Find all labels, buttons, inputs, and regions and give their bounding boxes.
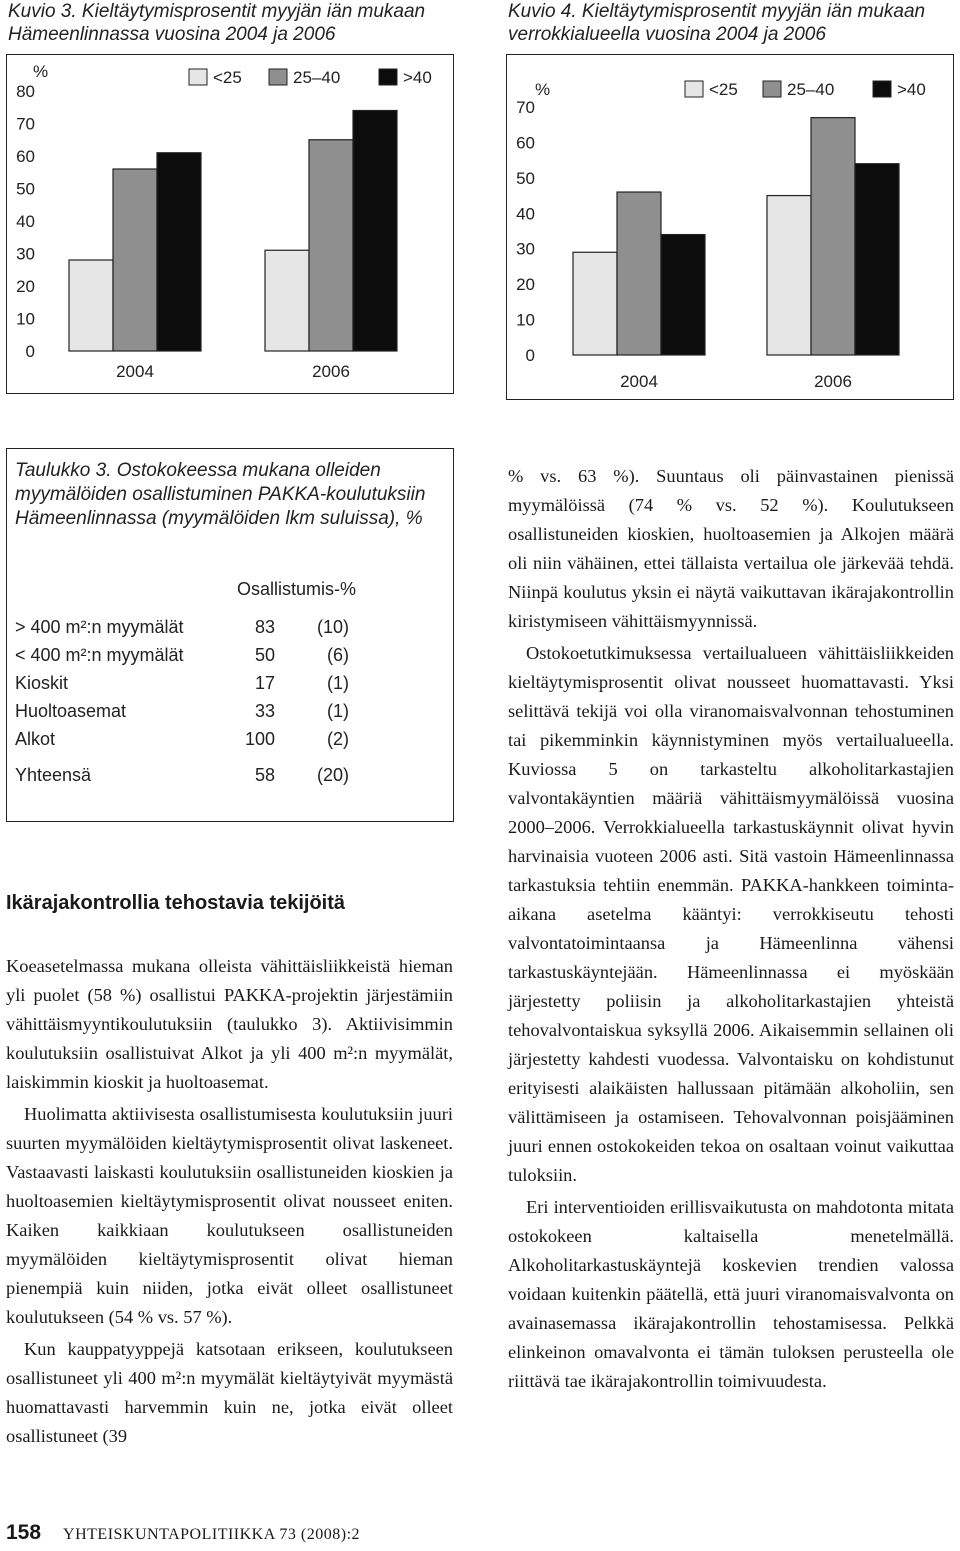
row-label: Alkot (15, 729, 56, 749)
y-tick-label: 50 (16, 179, 35, 199)
y-tick-label: 20 (16, 277, 35, 296)
table-row (15, 645, 445, 673)
legend-swatch (189, 69, 207, 85)
legend-label: >40 (403, 68, 432, 87)
legend-swatch (763, 81, 781, 97)
bar (157, 153, 201, 351)
y-tick-label: 10 (516, 310, 535, 330)
row-percent: 50 (254, 645, 275, 665)
bar (309, 140, 353, 351)
chart-hameenlinna-svg (7, 55, 455, 395)
bar (855, 164, 899, 355)
table-row (15, 701, 445, 729)
bar (353, 111, 397, 352)
y-tick-label: 70 (16, 114, 35, 134)
y-tick-label: 0 (25, 342, 35, 361)
row-label: Huoltoasemat (15, 701, 127, 721)
paragraph: Kun kauppatyyppejä katsotaan erikseen, koulutukseen osallistuneet yli 400 m²:n myymälät kieltäytyivät myymästä huomattavasti harvemmin kuin ne, jotka eivät olleet osallistuneet (39 (6, 1339, 453, 1446)
left-column (6, 952, 453, 1451)
y-tick-label: 70 (516, 98, 535, 117)
total-label: Yhteensä (15, 765, 92, 785)
row-label: > 400 m²:n myymälät (15, 617, 184, 637)
y-tick-label: 40 (516, 204, 535, 224)
table-3 (6, 448, 454, 822)
bar (265, 250, 309, 351)
total-percent: 58 (254, 765, 275, 785)
row-count: (1) (327, 673, 349, 693)
chart-verrokkialue-svg (507, 55, 955, 401)
y-axis-label: % (535, 80, 551, 99)
figure-5-caption: Kuvio 4. Kieltäytymisprosentit myyjän iän mukaan verrokkialueella vuosina 2004 ja 2006 (508, 1, 926, 45)
legend-label: >40 (897, 80, 926, 99)
x-tick-label: 2006 (814, 372, 852, 391)
page-footer (6, 1521, 360, 1547)
table-row (15, 673, 445, 701)
y-tick-label: 30 (516, 239, 535, 259)
row-percent: 100 (244, 729, 275, 749)
bar (113, 169, 157, 351)
table-row (15, 729, 445, 757)
row-count: (2) (327, 729, 349, 749)
legend-label: <25 (709, 80, 738, 99)
paragraph: Eri interventioiden erillisvaikutusta on mahdotonta mitata ostokokeen kaltaisella menetelmällä. Alkoholitarkastuskäyntejä koskevien trendien valossa voidaan kuitenkin päätellä, että juuri viranomaisvalvonta on avainasemassa ikärajakontrollin tehostamisessa. Pelkkä elinkeinon omavalvonta ei tämän tuloksen perusteella ole riittävä tae ikärajakontrollin toimivuudesta. (508, 1197, 954, 1391)
legend-label: 25–40 (787, 80, 835, 99)
bar (617, 192, 661, 355)
right-column (508, 462, 954, 1396)
total-count: (20) (316, 765, 349, 785)
y-tick-label: 10 (16, 309, 35, 329)
figure-4-caption: Kuvio 3. Kieltäytymisprosentit myyjän iän mukaan Hämeenlinnassa vuosina 2004 ja 2006 (8, 1, 426, 45)
bar (767, 196, 811, 355)
page-number: 158 (6, 1521, 42, 1544)
chart-hameenlinna (6, 54, 454, 394)
y-tick-label: 60 (16, 147, 35, 166)
table-3-caption: Taulukko 3. Ostokokeessa mukana olleiden myymälöiden osallistuminen PAKKA-koulutuksiin Hämeenlinnassa (myymälöiden lkm suluissa), % (15, 460, 426, 529)
y-tick-label: 0 (525, 346, 535, 365)
row-percent: 17 (254, 673, 275, 693)
paragraph: Koeasetelmassa mukana olleista vähittäisliikkeistä hieman yli puolet (58 %) osallistui PAKKA-projektin järjestämiin vähittäismyyntikoulutuksiin (taulukko 3). Aktiivisimmin koulutuksiin osallistuivat Alkot ja yli 400 m²:n myymälät, laiskimmin kioskit ja huoltoasemat. (6, 956, 453, 1092)
paragraph: % vs. 63 %). Suuntaus oli päinvastainen pienissä myymälöissä (74 % vs. 52 %). Koulutukseen osallistuneiden kioskien, huoltoasemien ja Alkojen määrä oli niin vähäinen, ettei tällaista vertailua ole järkevää tehdä. Niinpä koulutus yksin ei näytä vaikuttavan ikärajakontrollin kiristymiseen vähittäismyynnissä. (508, 466, 954, 631)
legend-swatch (873, 81, 891, 97)
y-axis-label: % (33, 62, 49, 81)
row-label: < 400 m²:n myymälät (15, 645, 184, 665)
y-tick-label: 80 (16, 82, 35, 101)
x-tick-label: 2006 (312, 362, 350, 381)
row-count: (1) (327, 701, 349, 721)
legend-swatch (269, 69, 287, 85)
table-row (15, 617, 445, 645)
legend-swatch (379, 69, 397, 85)
row-percent: 83 (254, 617, 275, 637)
journal-name: YHTEISKUNTAPOLITIIKKA 73 (2008):2 (63, 1526, 361, 1543)
bar (573, 252, 617, 355)
row-label: Kioskit (15, 673, 69, 693)
chart-verrokkialue (506, 54, 954, 400)
y-tick-label: 60 (516, 133, 535, 153)
row-percent: 33 (254, 701, 275, 721)
row-count: (6) (327, 645, 349, 665)
bar (811, 118, 855, 355)
legend-label: 25–40 (293, 68, 341, 87)
legend-swatch (685, 81, 703, 97)
paragraph: Ostokoetutkimuksessa vertailualueen vähittäisliikkeiden kieltäytymisprosentit olivat nousseet huomattavasti. Yksi selittävä tekijä voi olla viranomaisvalvonnan tehostuminen tai pikemminkin käynnistyminen myös vertailualueella. Kuviossa 5 on tarkasteltu alkoholitarkastajien valvontakäyntien määriä vähittäismyymälöissä vuosina 2000–2006. Verrokkialueella tarkastuskäynnit olivat hyvin harvinaisia vuoteen 2006 asti. Sitä vastoin Hämeenlinnassa tarkastuksia tehtiin enemmän. PAKKA-hankkeen toiminta-aikana asetelma kääntyi: verrokkiseutu tehosti valvontatoimintaansa ja Hämeenlinna vähensi tarkastuskäyntejään. Hämeenlinnassa ei myöskään järjestetty poliisin ja alkoholitarkastajien yhteistä tehovalvontaiskua syksyllä 2006. Aikaisemmin sellainen oli järjestetty kahdesti vuodessa. Valvontaisku on kohdistunut erityisesti alaikäisten hallussaan pitämään alkoholiin, sen välittämiseen ja ostamiseen. Tehovalvonnan poisjääminen juuri ennen ostokokeiden tekoa on osaltaan voinut vaikuttaa tuloksiin. (508, 643, 954, 1185)
bar (69, 260, 113, 351)
row-count: (10) (316, 617, 349, 637)
x-tick-label: 2004 (116, 362, 154, 381)
table-total-row (15, 765, 445, 793)
bar (661, 235, 705, 355)
table-3-header: Osallistumis-% (237, 579, 357, 599)
y-tick-label: 20 (516, 275, 535, 295)
legend-label: <25 (213, 68, 242, 87)
y-tick-label: 30 (16, 244, 35, 264)
y-tick-label: 40 (16, 212, 35, 231)
paragraph: Huolimatta aktiivisesta osallistumisesta koulutuksiin juuri suurten myymälöiden kieltäytymisprosentit olivat laskeneet. Vastaavasti laiskasti koulutuksiin osallistuneiden kioskien ja huoltoasemien kieltäytymisprosentit olivat nousseet eniten. Kaiken kaikkiaan koulutukseen osallistuneiden myymälöiden kieltäytymisprosentit olivat hieman pienempiä kuin niiden, jotka eivät olleet osallistuneet koulutukseen (54 % vs. 57 %). (6, 1104, 453, 1327)
x-tick-label: 2004 (620, 372, 658, 391)
y-tick-label: 50 (516, 168, 535, 188)
section-heading: Ikärajakontrollia tehostavia tekijöitä (6, 892, 346, 914)
